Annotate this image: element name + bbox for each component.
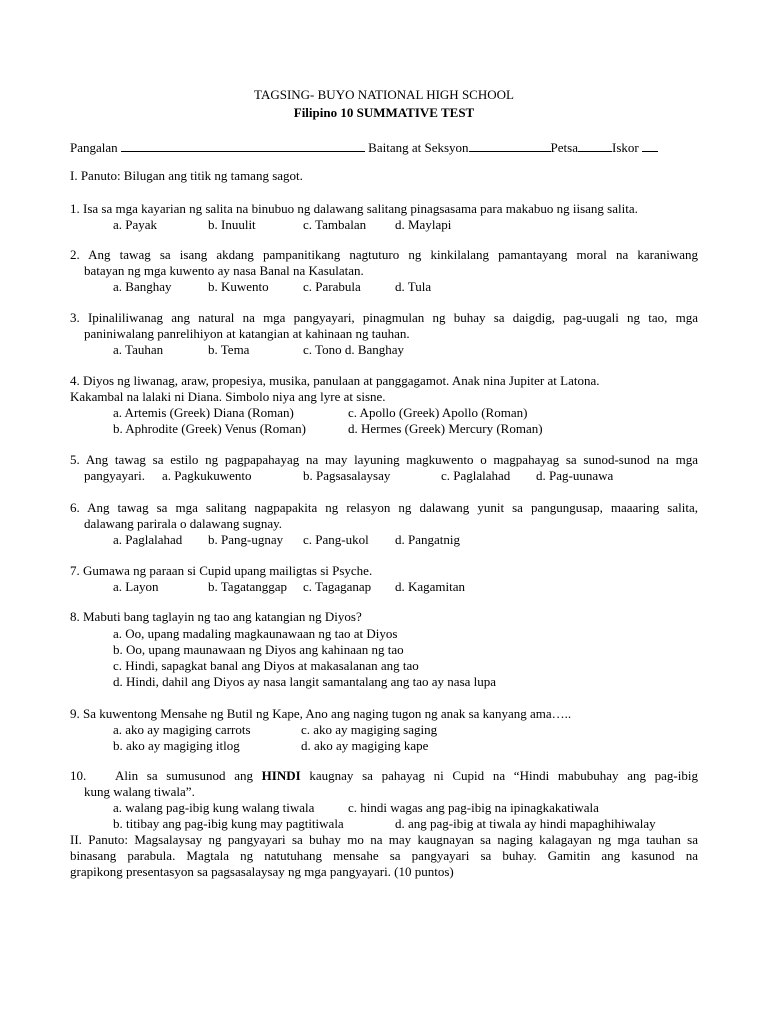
q7-choice-c: c. Tagaganap — [303, 579, 372, 594]
test-title: Filipino 10 SUMMATIVE TEST — [293, 105, 475, 120]
date-label: Petsa — [550, 140, 578, 155]
question-3-stem-line2: paniniwalang panrelihiyon at katangian at kahinaan ng tauhan. — [84, 326, 410, 341]
q8-choice-b: b. Oo, upang maunawaan ng Diyos ang kahinaan ng tao — [113, 642, 404, 657]
q4-choice-c: c. Apollo (Greek) Apollo (Roman) — [348, 405, 528, 420]
q2-choice-c: c. Parabula — [303, 279, 361, 294]
q5-choice-c: c. Paglalahad — [441, 468, 511, 483]
q2-choice-d: d. Tula — [395, 279, 432, 294]
question-3-stem-line1: 3. Ipinaliliwanag ang natural na mga pangyayari, pinagmulan ng buhay sa daigdig, pag-uugali ng tao, mga — [70, 310, 698, 325]
q5-choice-d: d. Pag-uunawa — [536, 468, 614, 483]
question-4-stem-line1: 4. Diyos ng liwanag, araw, propesiya, musika, panulaan at panggagamot. Anak nina Jupiter at Latona. — [70, 373, 600, 388]
name-label: Pangalan — [70, 140, 118, 155]
info-line — [70, 139, 658, 156]
question-5-stem-line1: 5. Ang tawag sa estilo ng pagpapahayag na may layuning magkuwento o magpahayag sa sunod-sunod na mga — [70, 452, 698, 467]
question-2-stem-line1: 2. Ang tawag sa isang akdang pampanitikang nagtuturo ng kinkilalang pamantayang moral na karaniwang — [70, 247, 698, 262]
q5-choice-a: a. Pagkukuwento — [162, 468, 252, 483]
question-4-stem-line2: Kakambal na lalaki ni Diana. Simbolo niya ang lyre at sisne. — [70, 389, 386, 404]
q6-choice-b: b. Pang-ugnay — [208, 532, 284, 547]
part2-instruction-line3: grapikong presentasyon sa pagsasalaysay ng mga pangyayari. (10 puntos) — [70, 864, 454, 879]
name-field[interactable] — [121, 139, 365, 152]
q7-choice-a: a. Layon — [113, 579, 159, 594]
q2-choice-a: a. Banghay — [113, 279, 172, 294]
q4-choice-b: b. Aphrodite (Greek) Venus (Roman) — [113, 421, 306, 436]
q6-choice-a: a. Paglalahad — [113, 532, 183, 547]
q8-choice-a: a. Oo, upang madaling magkaunawaan ng tao at Diyos — [113, 626, 398, 641]
question-10-number: 10. — [70, 768, 87, 783]
question-9-stem: 9. Sa kuwentong Mensahe ng Butil ng Kape, Ano ang naging tugon ng anak sa kanyang ama….. — [70, 706, 572, 721]
question-7-stem: 7. Gumawa ng paraan si Cupid upang mailigtas si Psyche. — [70, 563, 373, 578]
q2-choice-b: b. Kuwento — [208, 279, 269, 294]
q3-choice-a: a. Tauhan — [113, 342, 164, 357]
question-2-stem-line2: batayan ng mga kuwento ay nasa Banal na Kasulatan. — [84, 263, 364, 278]
part2-instruction-line1: II. Panuto: Magsalaysay ng pangyayari sa buhay mo na may kaugnayan sa naging kalagayan ng mga tauhan sa — [70, 832, 698, 847]
q4-choice-d: d. Hermes (Greek) Mercury (Roman) — [348, 421, 543, 436]
question-6-stem-line1: 6. Ang tawag sa mga salitang nagpapakita ng relasyon ng dalawang yunit sa pangungusap, maaaring salita, — [70, 500, 698, 515]
question-8-stem: 8. Mabuti bang taglayin ng tao ang katangian ng Diyos? — [70, 609, 362, 624]
q7-choice-b: b. Tagatanggap — [208, 579, 287, 594]
q1-choice-b: b. Inuulit — [208, 217, 256, 232]
question-10-stem-line1: Alin sa sumusunod ang HINDI kaugnay sa pahayag ni Cupid na “Hindi mabubuhay ang pag-ibig — [115, 768, 698, 783]
q8-choice-c: c. Hindi, sapagkat banal ang Diyos at makasalanan ang tao — [113, 658, 419, 673]
q9-choice-b: b. ako ay magiging itlog — [113, 738, 240, 753]
part1-instruction: I. Panuto: Bilugan ang titik ng tamang sagot. — [70, 168, 303, 183]
q7-choice-d: d. Kagamitan — [395, 579, 466, 594]
q1-choice-d: d. Maylapi — [395, 217, 452, 232]
question-10-stem-line2: kung walang tiwala”. — [84, 784, 195, 799]
q4-choice-a: a. Artemis (Greek) Diana (Roman) — [113, 405, 294, 420]
q6-choice-c: c. Pang-ukol — [303, 532, 369, 547]
score-label: Iskor — [612, 140, 639, 155]
q1-choice-c: c. Tambalan — [303, 217, 367, 232]
school-name: TAGSING- BUYO NATIONAL HIGH SCHOOL — [254, 87, 514, 102]
q5-choice-b: b. Pagsasalaysay — [303, 468, 391, 483]
question-1-stem: 1. Isa sa mga kayarian ng salita na binubuo ng dalawang salitang pinagsasama para makabuo ng iisang salita. — [70, 201, 638, 216]
grade-field[interactable] — [469, 139, 551, 152]
q9-choice-a: a. ako ay magiging carrots — [113, 722, 251, 737]
q9-choice-d: d. ako ay magiging kape — [301, 738, 429, 753]
q6-choice-d: d. Pangatnig — [395, 532, 460, 547]
q9-choice-c: c. ako ay magiging saging — [301, 722, 438, 737]
q10-choice-d: d. ang pag-ibig at tiwala ay hindi mapaghihiwalay — [395, 816, 656, 831]
q3-choice-b: b. Tema — [208, 342, 250, 357]
date-field[interactable] — [578, 139, 612, 152]
part2-instruction-line2: binasang parabula. Magtala ng natutuhang mensahe sa pangyayari sa buhay. Gamitin ang kasunod na — [70, 848, 698, 863]
q8-choice-d: d. Hindi, dahil ang Diyos ay nasa langit samantalang ang tao ay nasa lupa — [113, 674, 497, 689]
q3-choice-c: c. Tono d. Banghay — [303, 342, 405, 357]
q10-choice-b: b. titibay ang pag-ibig kung may pagtitiwala — [113, 816, 344, 831]
question-6-stem-line2: dalawang parirala o dalawang sugnay. — [84, 516, 283, 531]
q10-choice-c: c. hindi wagas ang pag-ibig na ipinagkakatiwala — [348, 800, 599, 815]
q10-choice-a: a. walang pag-ibig kung walang tiwala — [113, 800, 315, 815]
q1-choice-a: a. Payak — [113, 217, 158, 232]
question-10-emphasis: HINDI — [261, 768, 301, 783]
grade-label: Baitang at Seksyon — [368, 140, 469, 155]
question-5-stem-line2: pangyayari. — [84, 468, 146, 483]
score-field[interactable] — [642, 139, 658, 152]
